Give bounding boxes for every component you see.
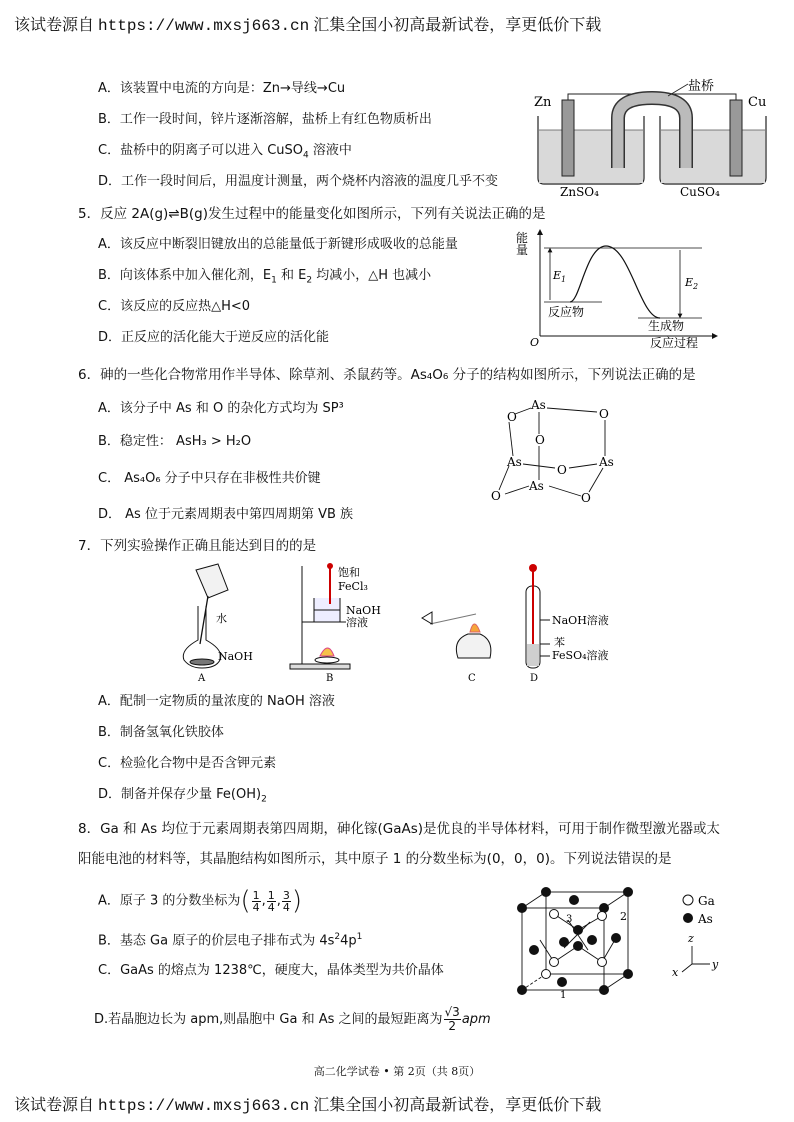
q7-d-sub: 2 (261, 794, 267, 805)
energy-ylabel-1: 能 (516, 231, 529, 245)
znso4-label: ZnSO₄ (560, 185, 599, 196)
q7-option-c: C．检验化合物中是否含钾元素 (98, 756, 277, 771)
q8-stem-2: 阳能电池的材料等，其晶胞结构如图所示，其中原子 1 的分数坐标为(0，0，0)。下列说法错误的是 (78, 851, 672, 867)
as4o6-structure (485, 394, 625, 506)
water-label: 水 (216, 612, 227, 625)
q5-b-post: 均减小，△H 也减小 (312, 268, 432, 283)
q6-option-a: A．该分子中 As 和 O 的杂化方式均为 SP³ (98, 401, 344, 416)
label-a: A (198, 673, 206, 684)
o-3: O (535, 433, 545, 447)
q7-d-pre: D．制备并保存少量 Fe(OH) (98, 787, 262, 802)
q5-option-d: D．正反应的活化能大于逆反应的活化能 (98, 330, 330, 345)
energy-xlabel: 反应过程 (650, 336, 699, 350)
e2-label: $E_2$ (685, 276, 699, 291)
header-prefix: 该试卷源自 (14, 17, 95, 34)
q7-stem: 7．下列实验操作正确且能达到目的的是 (78, 538, 317, 554)
q4-option-d: D．工作一段时间后，用温度计测量，两个烧杯内溶液的温度几乎不变 (98, 174, 499, 189)
q4-c-sub: 4 (303, 150, 309, 161)
fecl3-label: FeCl₃ (338, 580, 368, 593)
cu-electrode (730, 100, 742, 176)
atom-1-label: 1 (560, 990, 567, 1000)
q8-option-a: A．原子 3 的分数坐标为( $\frac{1}{4}$ , $\frac{1}{4}$ , $\frac{3}{4}$ ) (98, 886, 303, 916)
q6-option-d: D． As 位于元素周期表中第四周期第 VB 族 (98, 507, 354, 522)
q5-option-c: C．该反应的反应热△H<0 (98, 299, 251, 314)
beaker-a (196, 564, 228, 598)
label-b: B (326, 673, 334, 684)
saturated-label: 饱和 (338, 566, 360, 579)
axis-x: x (672, 966, 679, 979)
q7-option-b: B．制备氢氧化铁胶体 (98, 725, 224, 740)
naoh-label-b: NaOH (346, 604, 381, 617)
energy-ylabel-2: 量 (516, 243, 529, 257)
q8-d-post: apm (461, 1012, 491, 1027)
footer-url[interactable]: https://www.mxsj663.cn (98, 1097, 310, 1115)
q7-apparatus-figure (170, 560, 670, 684)
footer-suffix: 汇集全国小初高最新试卷，享更低价下载 (313, 1097, 602, 1114)
reactant-label: 反应物 (548, 305, 585, 319)
q8-option-d: D.若晶胞边长为 apm,则晶胞中 Ga 和 As 之间的最短距离为 $\frac{√3}{2}$ apm (94, 1005, 491, 1033)
o-4: O (557, 463, 567, 477)
zn-electrode (562, 100, 574, 176)
o-2: O (599, 407, 609, 421)
source-footer (14, 1092, 601, 1115)
page-footer: 高二化学试卷 • 第 2页（共 8页） (313, 1065, 481, 1078)
source-header (14, 12, 601, 35)
q7-option-d (98, 786, 267, 809)
q5-b-pre: B．向该体系中加入催化剂，E (98, 268, 272, 283)
q5-b-sub2: 2 (306, 275, 313, 286)
e1-label: $E_1$ (553, 269, 567, 284)
q8-b-sup2: 1 (356, 932, 363, 942)
o-5: O (491, 489, 501, 503)
q8-option-b (98, 928, 362, 950)
q7-option-a: A．配制一定物质的量浓度的 NaOH 溶液 (98, 694, 335, 709)
as-left: As (507, 455, 522, 469)
q4-c-text: C．盐桥中的阴离子可以进入 CuSO (98, 143, 304, 158)
q8-stem-1: 8．Ga 和 As 均位于元素周期表第四周期，砷化镓(GaAs)是优良的半导体材料，可用于制作微型激光器或太 (78, 821, 721, 837)
atom-2-label: 2 (620, 910, 627, 923)
q4-option-a: A．该装置中电流的方向是：Zn→导线→Cu (98, 81, 346, 96)
product-label: 生成物 (648, 319, 685, 333)
gaas-unit-cell (512, 880, 742, 1000)
q8-option-c: C．GaAs 的熔点为 1238℃，硬度大，晶体类型为共价晶体 (98, 963, 444, 978)
o-6: O (581, 491, 591, 505)
header-url[interactable]: https://www.mxsj663.cn (98, 17, 310, 35)
cu-label: Cu (748, 95, 767, 110)
q4-option-b: B．工作一段时间，锌片逐渐溶解，盐桥上有红色物质析出 (98, 112, 432, 127)
header-suffix: 汇集全国小初高最新试卷，享更低价下载 (313, 17, 602, 34)
q8-a-pre: A．原子 3 的分数坐标为 (98, 893, 241, 909)
q5-option-b (98, 267, 431, 290)
as-top: As (531, 398, 546, 412)
label-c: C (468, 673, 476, 684)
atom-3-label: 3 (566, 914, 573, 925)
legend-ga: Ga (698, 894, 715, 908)
as-bottom: As (529, 479, 544, 493)
naoh-label-a: NaOH (218, 650, 253, 663)
q5-stem: 5．反应 2A(g)⇌B(g)发生过程中的能量变化如图所示，下列有关说法正确的是 (78, 206, 546, 222)
label-d: D (530, 673, 539, 684)
legend-as: As (698, 912, 713, 926)
q8-b-sup1: 2 (334, 932, 341, 942)
q8-b-pre: B．基态 Ga 原子的价层电子排布式为 4s (98, 933, 335, 949)
origin-label: O (530, 336, 540, 349)
feso4-label: FeSO₄溶液 (552, 649, 609, 662)
q6-stem: 6．砷的一些化合物常用作半导体、除草剂、杀鼠药等。As₄O₆ 分子的结构如图所示，下列说法正确的是 (78, 367, 696, 383)
footer-prefix: 该试卷源自 (14, 1097, 95, 1114)
q8-b-mid: 4p (340, 933, 357, 949)
q4-c-post: 溶液中 (308, 143, 352, 158)
as-right: As (599, 455, 614, 469)
q6-option-c: C． As₄O₆ 分子中只存在非极性共价键 (98, 471, 321, 486)
o-1: O (507, 410, 517, 424)
q4-option-c (98, 142, 352, 165)
axis-y: y (712, 958, 719, 971)
solution-label-b: 溶液 (346, 616, 368, 629)
galvanic-cell-figure (520, 78, 770, 196)
q5-b-mid: 和 E (276, 268, 307, 283)
q8-d-pre: D.若晶胞边长为 apm,则晶胞中 Ga 和 As 之间的最短距离为 (94, 1012, 443, 1027)
salt-bridge-label: 盐桥 (688, 79, 715, 94)
q5-b-sub1: 1 (271, 275, 277, 286)
q5-option-a: A．该反应中断裂旧键放出的总能量低于新键形成吸收的总能量 (98, 237, 458, 252)
naoh-solution-d: NaOH溶液 (552, 614, 609, 627)
q6-option-b: B．稳定性： AsH₃ > H₂O (98, 434, 252, 449)
axis-z: z (688, 932, 694, 945)
energy-diagram (510, 226, 725, 350)
zn-label: Zn (534, 95, 552, 110)
cuso4-label: CuSO₄ (680, 185, 720, 196)
benzene-label: 苯 (554, 636, 565, 649)
